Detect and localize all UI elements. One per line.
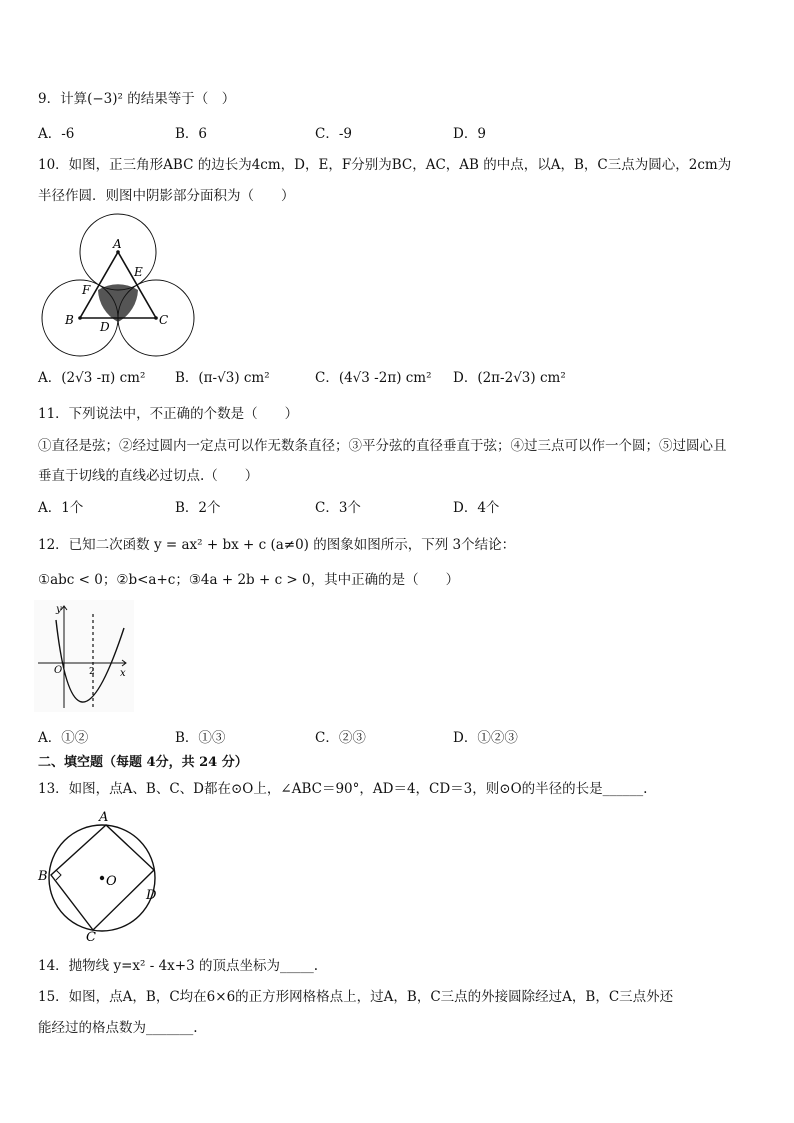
q12-label-o: O (54, 665, 63, 676)
q10-label-c: C (159, 313, 169, 327)
q13-circle-figure (36, 810, 164, 942)
q11-options (38, 499, 738, 517)
q15-line1: 15．如图，点A，B，C均在6×6的正方形网格格点上，过A，B，C三点的外接圆除经过A，B，C三点外还 (38, 989, 674, 1005)
q10-label-d: D (100, 320, 110, 334)
q14-text: 14．抛物线 y=x² - 4x+3 的顶点坐标为_____. (38, 958, 319, 974)
q12-options (38, 729, 738, 747)
q12-option-d: D．①②③ (453, 730, 518, 746)
q10-figure-three-circles (36, 210, 198, 360)
q9-option-b: B．6 (175, 126, 208, 142)
q9-option-d: D．9 (453, 126, 486, 142)
q15-line2: 能经过的格点数为_______. (38, 1020, 198, 1036)
q11-option-a: A．1个 (38, 500, 84, 516)
q12-label-y: y (56, 604, 62, 615)
q9-option-c: C．-9 (315, 126, 352, 142)
q11-line3: 垂直于切线的直线必过切点.（ ） (38, 468, 259, 484)
q13-label-c: C (86, 930, 96, 942)
q11-line1: 11．下列说法中，不正确的个数是（ ） (38, 406, 299, 422)
q9-options (38, 125, 738, 143)
q10-options (38, 369, 738, 387)
q12-option-c: C．②③ (315, 730, 366, 746)
q13-label-a: A (99, 810, 109, 825)
q12-parabola-figure (34, 600, 134, 712)
q13-label-d: D (146, 888, 157, 903)
q9-text: 9．计算(−3)² 的结果等于（ ） (38, 91, 236, 107)
q11-option-c: C．3个 (315, 500, 361, 516)
q10-option-a: A．(2√3 -π) cm² (38, 370, 146, 386)
section2-title: 二、填空题（每题 4分，共 24 分） (38, 755, 248, 770)
q10-option-b: B．(π-√3) cm² (175, 370, 270, 386)
q13-label-b: B (38, 869, 48, 884)
q10-label-f: F (82, 283, 91, 297)
q11-line2: ①直径是弦；②经过圆内一定点可以作无数条直径；③平分弦的直径垂直于弦；④过三点可以作一个圆；⑤过圆心且 (38, 438, 727, 454)
q10-label-b: B (65, 313, 74, 327)
q13-label-o: O (106, 874, 117, 889)
q12-line1: 12．已知二次函数 y = ax² + bx + c (a≠0) 的图象如图所示，下列 3个结论： (38, 537, 516, 553)
q12-option-a: A．①② (38, 730, 89, 746)
q12-option-b: B．①③ (175, 730, 226, 746)
q12-line2: ①abc < 0；②b<a+c；③4a + 2b + c > 0，其中正确的是（ ） (38, 572, 460, 588)
q12-label-2: 2 (89, 667, 95, 677)
q13-right-angle-mark (56, 870, 61, 880)
q10-line1: 10．如图，正三角形ABC 的边长为4cm，D，E，F分别为BC，AC，AB 的中点，以A，B，C三点为圆心，2cm为 (38, 157, 732, 173)
q9-option-a: A．-6 (38, 126, 75, 142)
q10-line2: 半径作圆．则图中阴影部分面积为（ ） (38, 188, 295, 204)
q12-label-x: x (120, 668, 126, 679)
q10-option-d: D．(2π-2√3) cm² (453, 370, 566, 386)
q10-label-a: A (113, 237, 122, 251)
q10-label-e: E (134, 265, 143, 279)
q10-option-c: C．(4√3 -2π) cm² (315, 370, 432, 386)
q11-option-b: B．2个 (175, 500, 221, 516)
q13-text: 13．如图，点A、B、C、D都在⊙O上，∠ABC＝90°，AD＝4，CD＝3，则⊙O的半径的长是______. (38, 781, 648, 797)
q11-option-d: D．4个 (453, 500, 500, 516)
